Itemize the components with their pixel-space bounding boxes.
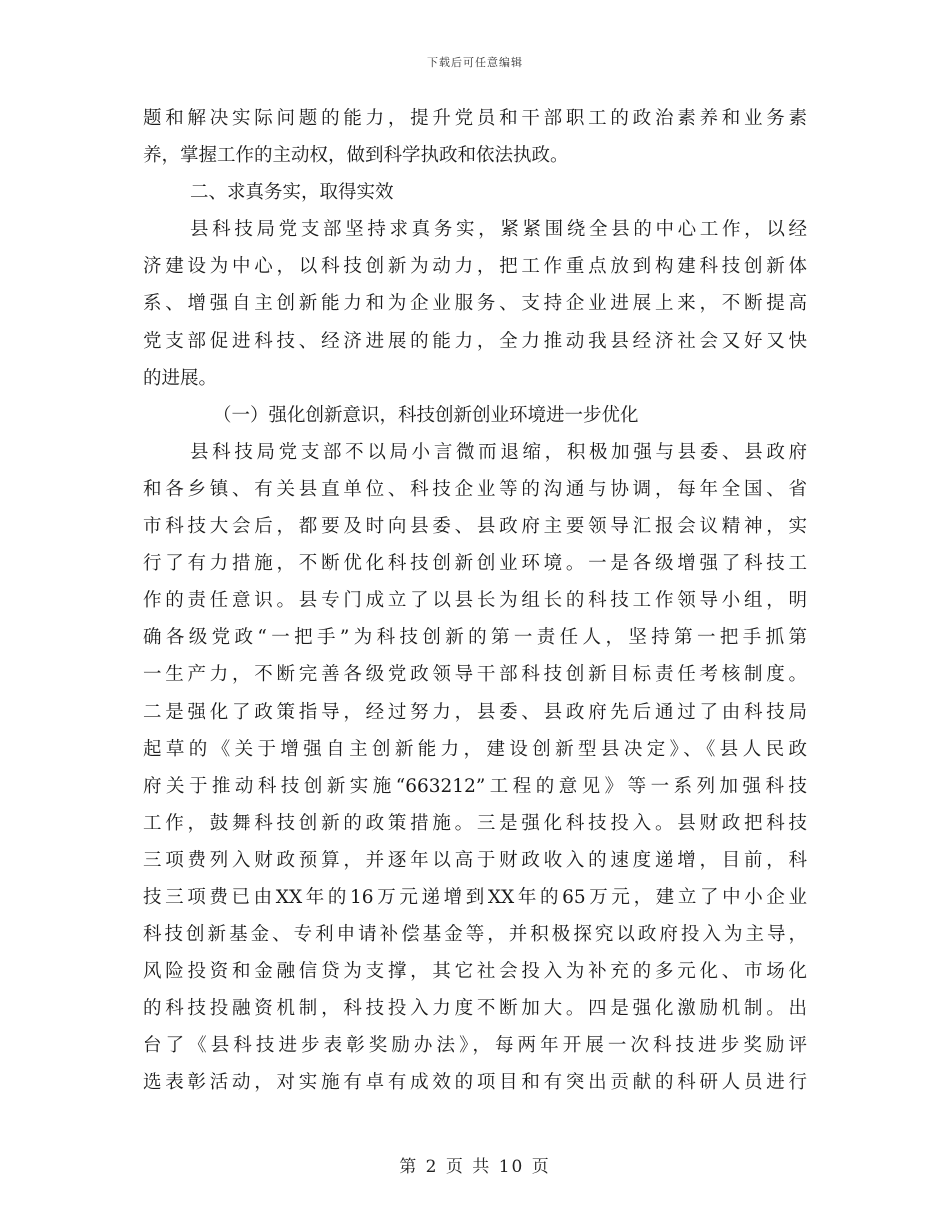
paragraph-line: 确各级党政“一把手”为科技创新的第一责任人，坚持第一把手抓第 bbox=[143, 627, 807, 649]
paragraph-line: 作的责任意识。县专门成立了以县长为组长的科技工作领导小组，明 bbox=[143, 590, 807, 612]
page-header: 下载后可任意编辑 bbox=[427, 56, 523, 69]
paragraph-line: 的进展。 bbox=[143, 367, 218, 389]
paragraph-line: 济建设为中心，以科技创新为动力，把工作重点放到构建科技创新体 bbox=[143, 256, 807, 278]
page-number: 第 2 页 共 10 页 bbox=[399, 1157, 551, 1177]
paragraph-line: 府关于推动科技创新实施“663212”工程的意见》等一系列加强科技 bbox=[143, 775, 807, 797]
paragraph-line: 三项费列入财政预算，并逐年以高于财政收入的速度递增，目前，科 bbox=[143, 849, 807, 871]
paragraph-line: 一生产力，不断完善各级党政领导干部科技创新目标责任考核制度。 bbox=[143, 664, 807, 686]
paragraph-line: 行了有力措施，不断优化科技创新创业环境。一是各级增强了科技工 bbox=[143, 553, 807, 575]
paragraph-line: 系、增强自主创新能力和为企业服务、支持企业进展上来，不断提高 bbox=[143, 293, 807, 315]
paragraph-line: 选表彰活动，对实施有卓有成效的项目和有突出贡献的科研人员进行 bbox=[143, 1072, 807, 1094]
paragraph-line: 市科技大会后，都要及时向县委、县政府主要领导汇报会议精神，实 bbox=[143, 516, 807, 538]
paragraph-line: 风险投资和金融信贷为支撑，其它社会投入为补充的多元化、市场化 bbox=[143, 961, 807, 983]
paragraph-line: 县科技局党支部不以局小言微而退缩，积极加强与县委、县政府 bbox=[190, 441, 807, 463]
paragraph-line: 台了《县科技进步表彰奖励办法》，每两年开展一次科技进步奖励评 bbox=[143, 1035, 807, 1057]
paragraph-line: 题和解决实际问题的能力，提升党员和干部职工的政治素养和业务素 bbox=[143, 108, 807, 129]
paragraph-line: 二是强化了政策指导，经过努力，县委、县政府先后通过了由科技局 bbox=[143, 701, 807, 723]
paragraph-line: 科技创新基金、专利申请补偿基金等，并积极探究以政府投入为主导， bbox=[143, 924, 807, 946]
paragraph-line: 和各乡镇、有关县直单位、科技企业等的沟通与协调，每年全国、省 bbox=[143, 478, 807, 500]
paragraph-line: 县科技局党支部坚持求真务实，紧紧围绕全县的中心工作，以经 bbox=[190, 219, 807, 241]
section-heading: 二、求真务实，取得实效 bbox=[190, 182, 394, 204]
document-body bbox=[143, 100, 807, 1102]
paragraph-line: 养，掌握工作的主动权，做到科学执政和依法执政。 bbox=[143, 145, 569, 167]
paragraph-line: 党支部促进科技、经济进展的能力，全力推动我县经济社会又好又快 bbox=[143, 330, 807, 352]
paragraph-line: 的科技投融资机制，科技投入力度不断加大。四是强化激励机制。出 bbox=[143, 998, 807, 1020]
subsection-heading: （一）强化创新意识，科技创新创业环境进一步优化 bbox=[213, 404, 639, 426]
paragraph-line: 工作，鼓舞科技创新的政策措施。三是强化科技投入。县财政把科技 bbox=[143, 812, 807, 834]
paragraph-line: 起草的《关于增强自主创新能力，建设创新型县决定》、《县人民政 bbox=[143, 738, 807, 760]
paragraph-line: 技三项费已由XX年的16万元递增到XX年的65万元，建立了中小企业 bbox=[143, 886, 807, 908]
